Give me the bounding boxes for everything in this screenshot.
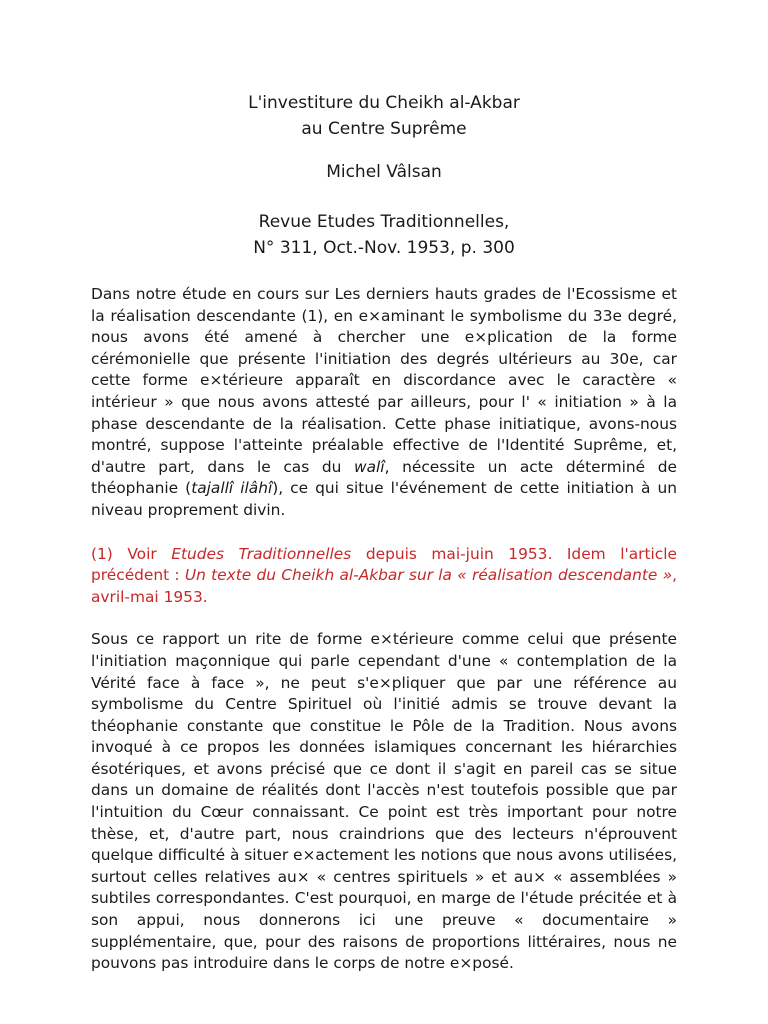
footnote-article-title: Un texte du Cheikh al-Akbar sur la « réalisation descendante » xyxy=(184,566,673,585)
footnote-text-c: , avril-mai 1953. xyxy=(91,566,678,606)
footnote-1 xyxy=(91,544,677,609)
paragraph-1-text-c: ), ce qui situe l'événement de cette initiation à un niveau proprement divin. xyxy=(91,479,677,519)
source-line-1: Revue Etudes Traditionnelles, xyxy=(258,212,510,232)
source-reference xyxy=(91,209,677,261)
title-line-1: L'investiture du Cheikh al-Akbar xyxy=(248,93,520,113)
paragraph-1-text-b: , nécessite un acte déterminé de théophanie ( xyxy=(91,457,677,498)
paragraph-1-text-a: Dans notre étude en cours sur Les derniers hauts grades de l'Ecossisme et la réalisation descendante (1), en e×aminant le symbolisme du 33e degré, nous avons été amené à chercher une e×plication de la forme cérémonielle que présente l'initiation des degrés ultérieurs au 30e, car cette forme e×térieure apparaît en discordance avec le caractère « intérieur » que nous avons attesté par ailleurs, pour l' « initiation » à la phase descendante de la réalisation. Cette phase initiatique, avons-nous montré, suppose l'atteinte préalable effective de l'Identité Suprême, et, d'autre part, dans le cas du xyxy=(91,285,677,476)
term-tajalli: tajallî ilâhî xyxy=(191,479,273,498)
footnote-text-a: (1) Voir xyxy=(91,544,172,563)
title-line-2: au Centre Suprême xyxy=(301,119,467,139)
author-name: Michel Vâlsan xyxy=(326,162,442,182)
article-title xyxy=(91,90,677,142)
paragraph-2: Sous ce rapport un rite de forme e×térieure comme celui que présente l'initiation maçonnique qui parle cependant d'une « contemplation de la Vérité face à face », ne peut s'e×pliquer que par une référence au symbolisme du Centre Spirituel où l'initié admis se trouve devant la théophanie constante que constitue le Pôle de la Tradition. Nous avons invoqué à ce propos les données islamiques concernant les hiérarchies ésotériques, et avons précisé que ce dont il s'agit en pareil cas se situe dans un domaine de réalités dont l'accès n'est toutefois possible que par l'intuition du Cœur connaissant. Ce point est très important pour notre thèse, et, d'autre part, nous craindrions que des lecteurs n'éprouvent quelque difficulté à situer e×actement les notions que nous avons utilisées, surtout celles relatives au× « centres spirituels » et au× « assemblées » subtiles correspondantes. C'est pourquoi, en marge de l'étude précitée et à son appui, nous donnerons ici une preuve « documentaire » supplémentaire, que, pour des raisons de proportions littéraires, nous ne pouvons pas introduire dans le corps de notre e×posé. xyxy=(91,630,678,973)
paragraph-1 xyxy=(91,284,677,522)
source-line-2: N° 311, Oct.-Nov. 1953, p. 300 xyxy=(253,238,515,258)
term-wali: walî xyxy=(354,457,385,476)
footnote-journal: Etudes Traditionnelles xyxy=(171,544,352,563)
footnote-text-b: depuis mai-juin 1953. Idem l'article précédent : xyxy=(91,544,677,585)
